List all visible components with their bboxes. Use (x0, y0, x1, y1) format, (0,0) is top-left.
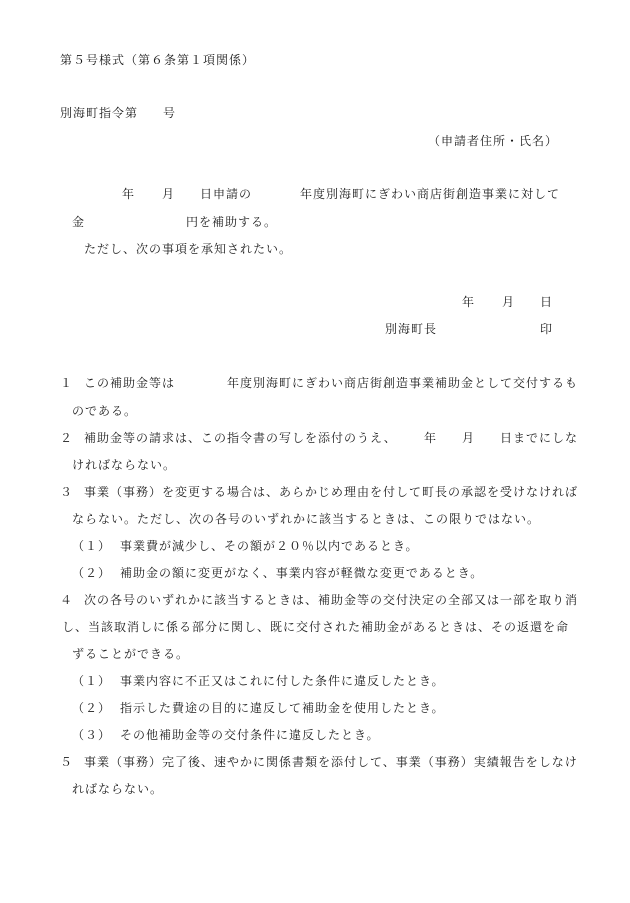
issue-month: 月 (502, 295, 516, 309)
form-title: 第５号様式（第６条第１項関係） (60, 53, 256, 67)
condition-text: ならない。ただし、次の各号のいずれかに該当するときは、この限りではない。 (72, 512, 541, 526)
condition-number: ４ (60, 593, 74, 607)
application-month: 月 (162, 187, 176, 201)
condition-text: 事業（事務）完了後、速やかに関係書類を添付して、事業（事務）実績報告をしなけ (84, 755, 578, 769)
sub-item-label: （２） (72, 566, 112, 580)
directive-number-suffix: 号 (163, 106, 177, 120)
sub-item-label: （１） (72, 539, 112, 553)
sub-item-label: （１） (72, 674, 112, 688)
issue-day: 日 (540, 295, 554, 309)
issue-year: 年 (462, 295, 476, 309)
condition-text: 日までにしな (500, 431, 579, 445)
sub-item-label: （３） (72, 728, 112, 742)
condition-number: ３ (60, 485, 74, 499)
sub-item-text: その他補助金等の交付条件に違反したとき。 (120, 728, 380, 742)
condition-year: 年 (424, 431, 438, 445)
proviso-text: ただし、次の事項を承知されたい。 (84, 242, 293, 256)
condition-text: 事業（事務）を変更する場合は、あらかじめ理由を付して町長の承認を受けなければ (84, 485, 579, 499)
condition-text: 年度別海町にぎわい商店街創造事業補助金として交付するも (227, 376, 579, 390)
sub-item-text: 補助金の額に変更がなく、事業内容が軽微な変更であるとき。 (120, 566, 484, 580)
condition-text: ればならない。 (72, 782, 164, 796)
condition-text: 補助金等の請求は、この指令書の写しを添付のうえ、 (84, 431, 397, 445)
condition-text: ずることができる。 (72, 647, 190, 661)
application-year: 年 (122, 187, 136, 201)
directive-number-prefix: 別海町指令第 (60, 106, 139, 120)
condition-text: し、当該取消しに係る部分に関し、既に交付された補助金があるときは、その返還を命 (62, 620, 570, 634)
sub-item-text: 事業費が減少し、その額が２０％以内であるとき。 (120, 539, 419, 553)
application-day: 日申請の (200, 187, 253, 201)
amount-suffix: 円を補助する。 (186, 215, 278, 229)
condition-text: のである。 (72, 404, 138, 418)
condition-number: ５ (60, 755, 74, 769)
amount-prefix: 金 (72, 215, 86, 229)
mayor-title: 別海町長 (385, 322, 438, 336)
condition-text: この補助金等は (84, 376, 176, 390)
condition-text: 次の各号のいずれかに該当するときは、補助金等の交付決定の全部又は一部を取り消 (84, 593, 579, 607)
seal-mark: 印 (540, 322, 554, 336)
condition-number: １ (60, 376, 74, 390)
sub-item-label: （２） (72, 701, 112, 715)
condition-month: 月 (462, 431, 476, 445)
applicant-label: （申請者住所・氏名） (428, 134, 559, 148)
sub-item-text: 事業内容に不正又はこれに付した条件に違反したとき。 (120, 674, 445, 688)
sub-item-text: 指示した費途の目的に違反して補助金を使用したとき。 (120, 701, 445, 715)
project-phrase: 年度別海町にぎわい商店街創造事業に対して (300, 187, 561, 201)
condition-number: ２ (60, 431, 74, 445)
condition-text: ければならない。 (72, 458, 177, 472)
